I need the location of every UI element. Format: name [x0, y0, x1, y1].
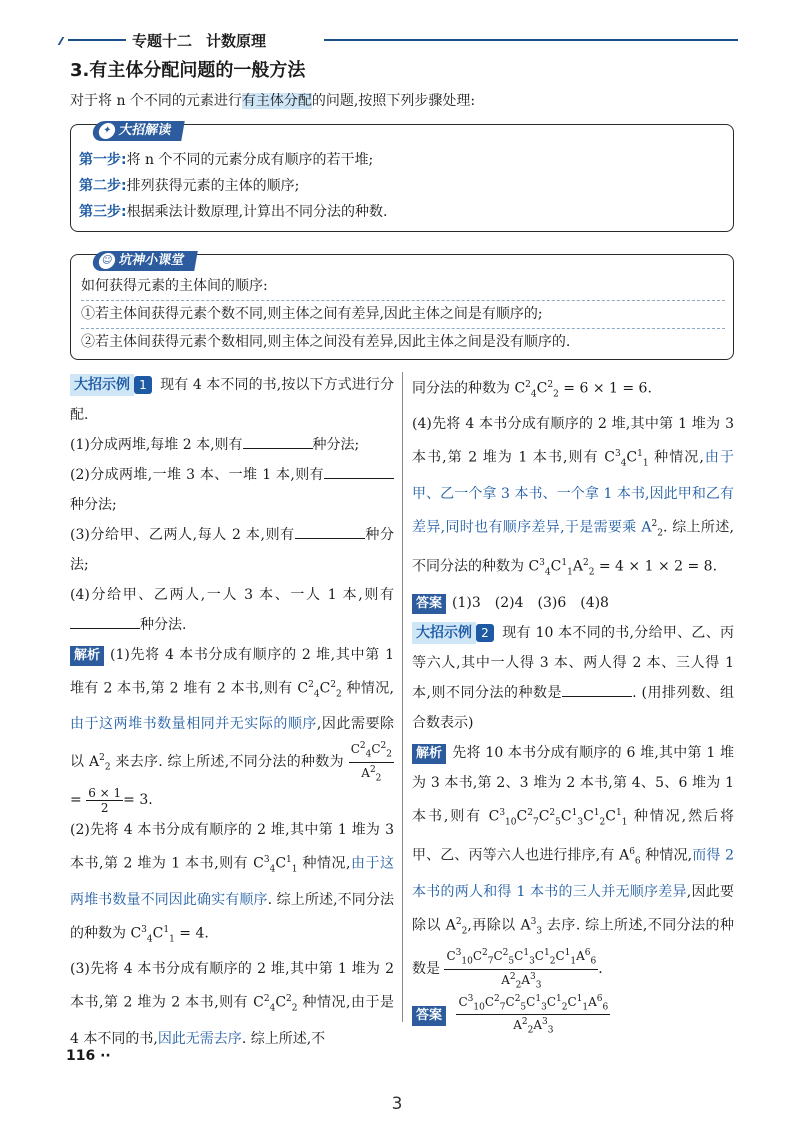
solution-text: 种情况,: [640, 847, 693, 864]
solution-text: ,因此要除以 A: [412, 883, 734, 934]
solution-text: 同分法的种数为 C: [412, 380, 526, 397]
example2-stem: [412, 618, 734, 738]
tips-box-tag: [91, 251, 198, 271]
header-topic: [132, 30, 280, 51]
page-number: 116 ··: [66, 1048, 111, 1064]
solution-text: 然后将甲、乙、丙等六人也进行排序,有 A: [412, 808, 734, 864]
method-box: [70, 124, 734, 232]
question-text: 种分法;: [312, 437, 360, 453]
topic-name: 计数原理: [206, 32, 267, 50]
fraction: $\frac{C^3_{10}C^2_7C^2_5C^1_3C^1_2C^1_1A^6_6}{A^2_2A^3_3}$: [458, 993, 609, 1036]
question-text: 种分法;: [70, 527, 395, 573]
intro-highlight: 有主体分配: [241, 93, 312, 109]
example-tag: 大招示例: [70, 374, 134, 396]
intro-pre: 对于将 n 个不同的元素进行: [70, 93, 242, 109]
stem-text: 现有 10 本不同的书,分给甲、乙、丙等六人,其中一人得 3 本、两人得 2 本、三人得 1 本,则不同分法的种数是: [412, 624, 734, 701]
right-column: [412, 370, 734, 1038]
fraction: $\frac{C^2_4C^2_2}{A^2_2}$: [350, 741, 392, 784]
solution-text: . 综上所述,不同分法的种数为 C: [70, 891, 394, 942]
solution-4: (4)先将 4 本书分成有顺序的 2 堆,其中第 1 堆为 3 本书,第 2 堆为 1 本书,则有 $C^3_4C^1_1$ 种情况,由于甲、乙一个拿 3 本书、一个拿 1 本书,因此甲和乙有差异,同时也有顺序差异,于是需要乘 $A^2_2$. 综上所述,不同分法的种数为 $C^3_4C^1_1A^2_2 = 4 \times 1 \times 2 = 8$.: [412, 416, 735, 578]
method-box-tag: [91, 121, 185, 141]
solution-2: (2)先将 4 本书分成有顺序的 2 堆,其中第 1 堆为 3 本书,第 2 堆为 1 本书,则有 $C^3_4C^1_1$ 种情况,由于这两堆书数量不同因此确实有顺序. 综上所述,不同分法的种数为 $C^3_4C^1_1 = 4$.: [70, 822, 395, 945]
page-header: [62, 28, 738, 52]
solution-emphasis: 由于这两堆书数量相同并无实际的顺序: [70, 716, 317, 733]
solution-tag: 解析: [412, 744, 446, 764]
solution-tag: 解析: [70, 646, 104, 666]
method-tag-label: 大招解读: [117, 123, 173, 138]
step-label: 第二步:: [79, 178, 127, 194]
intro-post: 的问题,按照下列步骤处理:: [311, 93, 476, 109]
footer-number: 3: [391, 1094, 403, 1114]
answer-tag: 答案: [412, 594, 446, 614]
answer-text: (1)3 (2)4 (3)6 (4)8: [452, 594, 609, 611]
step-row: [79, 199, 725, 225]
solution-text: = 4.: [174, 925, 209, 942]
intro-text: [70, 90, 475, 110]
stem-text: . (用排列数、组合数表示): [412, 684, 734, 731]
example-number: 1: [134, 376, 152, 394]
answer-tag: 答案: [412, 1006, 446, 1026]
section-title: 3.有主体分配问题的一般方法: [70, 60, 306, 81]
question-3: [70, 520, 394, 580]
question-text: 种分法;: [70, 497, 117, 513]
tips-tag-label: 坑神小课堂: [117, 253, 186, 268]
step-row: [79, 147, 725, 173]
column-divider: [402, 372, 403, 1022]
stem-text: 现有 4 本不同的书,按以下方式进行分配.: [70, 377, 394, 423]
solution-text: (3)先将 4 本书分成有顺序的 2 堆,其中第 1 堆为 2 本书,第 2 堆为 2 本书,则有 C: [70, 961, 394, 1011]
solution-1: 解析 (1)先将 4 本书分成有顺序的 2 堆,其中第 1 堆有 2 本书,第 2 堆有 2 本书,则有 $C^2_4C^2_2$ 种情况,由于这两堆书数量相同并无实际的顺序,因此需要除以 $A^2_2$ 来去序. 综上所述,不同分法的种数为 $\frac{C^2_4C^2_2}{A^2_2}$ = $\frac{6 \times 1}{2}$ = 3.: [70, 647, 394, 815]
solution-text: .: [662, 519, 668, 536]
step-row: [79, 173, 725, 199]
step-label: 第一步:: [79, 152, 127, 168]
step-text: 将 n 个不同的元素分成有顺序的若干堆;: [126, 152, 374, 168]
solution-text: (1)先将 4 本书分成有顺序的 2 堆,其中第 1 堆有 2 本书,第 2 堆有 2 本书,则有 C: [70, 647, 394, 697]
solution-text: 种情况,: [627, 808, 687, 825]
solution-3-cont: 同分法的种数为 $C^2_4C^2_2 = 6 \times 1 = 6$.: [412, 380, 652, 400]
step-text: 排列获得元素的主体的顺序;: [126, 178, 300, 194]
example1-stem: [70, 370, 394, 430]
avatar-icon: ☺: [98, 253, 117, 269]
solution-ex2: 解析 先将 10 本书分成有顺序的 6 堆,其中第 1 堆为 3 本书,第 2、3 堆为 2 本书,第 4、5、6 堆为 1 本书,则有 $C^3_{10}C^2_7C^2_5C^1_3C^1_2C^1_1$ 种情况,然后将甲、乙、丙等六人也进行排序,有 $A^6_6$ 种情况,而得 2 本书的两人和得 1 本书的三人并无顺序差异,因此要除以 $A^2_2$,再除以 $A^3_3$ 去序. 综上所述,不同分法的种数是 $\frac{C^3_{10}C^2_7C^2_5C^1_3C^1_2C^1_1A^6_6}{A^2_2A^3_3}$ .: [412, 744, 735, 990]
solution-emphasis: 由于这两堆书数量不同因此确实有顺序: [70, 855, 395, 908]
solution-text: ,再除以 A: [467, 917, 531, 934]
solution-text: 来去序. 综上所述,不同分法的种数为: [110, 754, 344, 771]
solution-text: 种情况,: [648, 450, 704, 467]
solution-text: 种情况,由于是 4 本不同的书,: [70, 994, 394, 1047]
solution-text: (4)先将 4 本书分成有顺序的 2 堆,其中第 1 堆为 3 本书,第 2 堆为 1 本书,则有 C: [412, 416, 734, 467]
solution-emphasis: 而得 2 本书的两人和得 1 本书的三人并无顺序差异: [412, 847, 735, 900]
question-text: (1)分成两堆,每堆 2 本,则有: [70, 437, 243, 453]
solution-text: (2)先将 4 本书分成有顺序的 2 堆,其中第 1 堆为 3 本书,第 2 堆为 1 本书,则有 C: [70, 822, 394, 872]
tip-line: ②若主体间获得元素个数相同,则主体之间没有差异,因此主体之间是没有顺序的.: [81, 328, 725, 356]
answer-blank: [295, 522, 365, 539]
answer-blank: [324, 462, 394, 479]
left-column: [70, 370, 394, 1054]
solution-text: = 3.: [123, 792, 153, 809]
fraction: $\frac{C^3_{10}C^2_7C^2_5C^1_3C^1_2C^1_1A^6_6}{A^2_2A^3_3}$: [446, 948, 597, 990]
fraction: $\frac{6 \times 1}{2}$: [88, 785, 122, 815]
answer-2: [412, 992, 734, 1038]
question-text: (4)分给甲、乙两人,一人 3 本、一人 1 本,则有: [70, 587, 394, 603]
topic-number: 专题十二: [132, 32, 193, 50]
solution-text: . 综上所述,不: [241, 1030, 326, 1047]
solution-text: ,因此需要除以 A: [70, 716, 394, 771]
solution-emphasis: 由于甲、乙一个拿 3 本书、一个拿 1 本书,因此甲和乙有差异,同时也有顺序差异,于是需要乘 A: [412, 450, 734, 536]
answer-1: [412, 588, 734, 618]
solution-text: 去序. 综上所述,不同分法的种数是: [412, 917, 735, 978]
solution-text: .: [598, 961, 603, 978]
question-text: (3)分给甲、乙两人,每人 2 本,则有: [70, 527, 295, 543]
tip-line: ①若主体间获得元素个数不同,则主体之间有差异,因此主体之间是有顺序的;: [81, 300, 725, 328]
solution-text: 综上所述,不同分法的种数为 C: [412, 519, 735, 576]
question-text: (2)分成两堆,一堆 3 本、一堆 1 本,则有: [70, 467, 324, 483]
page-number-text: 116: [66, 1048, 96, 1064]
question-2: [70, 460, 394, 520]
solution-text: 种情况,: [297, 855, 351, 872]
solution-3: (3)先将 4 本书分成有顺序的 2 堆,其中第 1 堆为 2 本书,第 2 堆为 2 本书,则有 $C^2_4C^2_2$ 种情况,由于是 4 本不同的书,因此无需去序. 综上所述,不: [70, 961, 394, 1047]
solution-text: 种情况,: [341, 680, 394, 697]
solution-text: 先将 10 本书分成有顺序的 6 堆,其中第 1 堆为 3 本书,第 2、3 堆为 2 本书,第 4、5、6 堆为 1 本书,则有 C: [412, 744, 734, 825]
solution-text: = 6 × 1 = 6.: [558, 380, 652, 397]
lightbulb-icon: ✦: [98, 123, 117, 139]
step-label: 第三步:: [79, 204, 127, 220]
tip-line: 如何获得元素的主体间的顺序:: [81, 278, 268, 294]
tips-box: [70, 254, 734, 360]
question-4: [70, 580, 394, 640]
example-tag: 大招示例: [412, 622, 476, 644]
answer-blank: [562, 680, 632, 697]
step-text: 根据乘法计数原理,计算出不同分法的种数.: [126, 204, 388, 220]
answer-blank: [70, 612, 140, 629]
header-decoration: [68, 39, 126, 41]
question-1: [70, 430, 394, 460]
example-number: 2: [476, 624, 494, 642]
header-rule: [324, 39, 738, 41]
question-text: 种分法.: [140, 617, 187, 633]
answer-blank: [243, 432, 313, 449]
solution-emphasis: 因此无需去序: [157, 1030, 242, 1047]
solution-text: = 4 × 1 × 2 = 8.: [594, 559, 718, 576]
